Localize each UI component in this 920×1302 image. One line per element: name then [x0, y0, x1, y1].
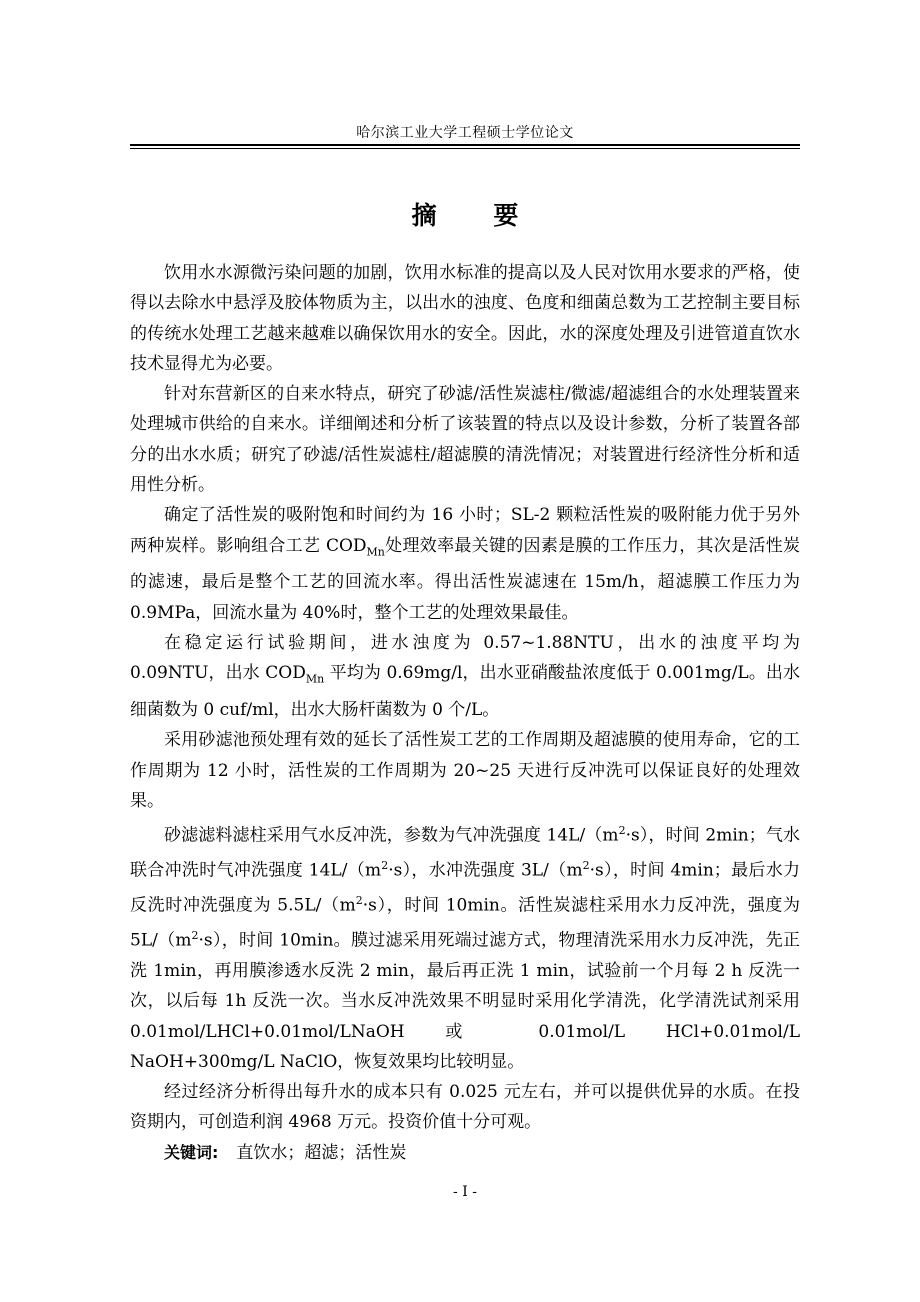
running-header: 哈尔滨工业大学工程硕士学位论文 — [356, 125, 574, 141]
p6-superscript-2: 2 — [381, 859, 389, 873]
abstract-title: 摘 要 — [411, 201, 543, 230]
p6-text-b: ·s），时间 2min；气水联合冲洗时气冲洗强度 14L/（m — [130, 825, 800, 881]
p6-text-c: ·s），水冲洗强度 3L/（m — [388, 860, 583, 881]
p6-text-d: ·s），时间 4min；最后水力反洗时冲洗强度为 5.5L/（m — [130, 860, 801, 916]
abstract-paragraph-1: 饮用水水源微污染问题的加剧，饮用水标准的提高以及人民对饮用水要求的严格，使得以去除水中悬浮及胶体物质为主，以出水的浊度、色度和细菌总数为工艺控制主要目标的传统水处理工艺越来越难以确保饮用水的安全。因此，水的深度处理及引进管道直饮水技术显得尤为必要。 — [130, 263, 800, 374]
keywords-value: 直饮水；超滤；活性炭 — [236, 1142, 407, 1163]
abstract-paragraph-3 — [130, 500, 800, 628]
p6-text-a: 砂滤滤料滤柱采用气水反冲洗，参数为气冲洗强度 14L/（m — [164, 825, 619, 846]
p4-text-a: 在稳定运行试验期间，进水浊度为 0.57~1.88NTU，出水的浊度平均为 0.09NTU，出水 COD — [130, 632, 800, 684]
abstract-paragraph-2: 针对东营新区的自来水特点，研究了砂滤/活性炭滤柱/微滤/超滤组合的水处理装置来处理城市供给的自来水。详细阐述和分析了该装置的特点以及设计参数，分析了装置各部分的出水水质；研究了砂滤/活性炭滤柱/超滤膜的清洗情况；对装置进行经济性分析和适用性分析。 — [130, 384, 800, 496]
p6-superscript-3: 2 — [582, 859, 590, 873]
keywords-line — [130, 1138, 800, 1168]
abstract-body — [130, 258, 800, 1168]
p6-superscript-4: 2 — [355, 894, 363, 908]
p6-text-e: ·s），时间 10min。活性炭滤柱采用水力反冲洗，强度为 5L/（m — [130, 895, 801, 951]
p3-text-b: 处理效率最关键的因素是膜的工作压力，其次是活性炭的滤速，最后是整个工艺的回流水率。得出活性炭滤速在 15m/h，超滤膜工作压力为 0.9MPa，回流水量为 40%时，整个工艺的处理效果最佳。 — [130, 535, 800, 623]
abstract-paragraph-4 — [130, 628, 800, 725]
p3-subscript: Mn — [366, 545, 385, 559]
p6-superscript-1: 2 — [618, 824, 626, 838]
keywords-label: 关键词: — [164, 1142, 219, 1162]
p6-superscript-5: 2 — [191, 928, 199, 942]
p6-text-f: ·s），时间 10min。膜过滤采用死端过滤方式，物理清洗采用水力反冲洗，先正洗 1min，再用膜渗透水反洗 2 min，最后再正洗 1 min，试验前一个月每 2 h 反洗一次，以后每 1h 反洗一次。当水反冲洗效果不明显时采用化学清洗，化学清洗试剂采用 0.01mol/LHCl+0.01mol/LNaOH 或 0.01mol/L HCl+0.01mol/L NaOH+300mg/L NaClO，恢复效果均比较明显。 — [130, 930, 801, 1072]
page-number: - I - — [453, 1184, 477, 1200]
p3-text-a: 确定了活性炭的吸附饱和时间约为 16 小时；SL-2 颗粒活性炭的吸附能力优于另外两种炭样。影响组合工艺 COD — [130, 505, 800, 556]
header-rule-thin — [130, 148, 800, 149]
p4-subscript: Mn — [305, 672, 325, 686]
abstract-paragraph-5: 采用砂滤池预处理有效的延长了活性炭工艺的工作周期及超滤膜的使用寿命，它的工作周期为 12 小时，活性炭的工作周期为 20~25 天进行反冲洗可以保证良好的处理效果。 — [130, 730, 800, 811]
header-rule-thick — [130, 144, 800, 146]
abstract-paragraph-6 — [130, 816, 800, 1077]
abstract-paragraph-7: 经过经济分析得出每升水的成本只有 0.025 元左右，并可以提供优异的水质。在投资期内，可创造利润 4968 万元。投资价值十分可观。 — [130, 1082, 800, 1133]
p4-text-b: 平均为 0.69mg/l，出水亚硝酸盐浓度低于 0.001mg/L。出水细菌数为 0 cuf/ml，出水大肠杆菌数为 0 个/L。 — [130, 663, 800, 720]
